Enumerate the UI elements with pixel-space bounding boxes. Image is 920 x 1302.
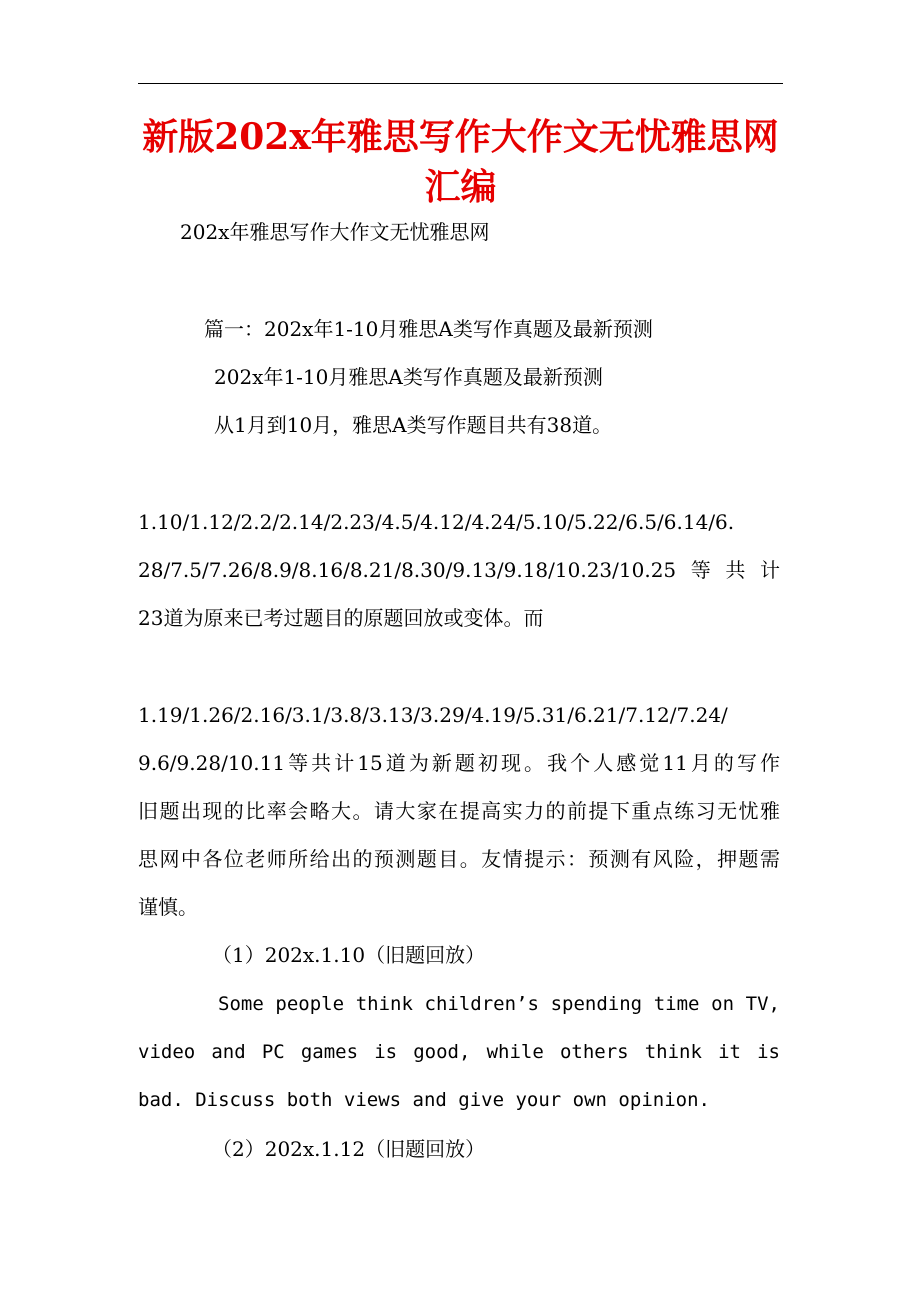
dates-para-2-line: 1.19/1.26/2.16/3.1/3.8/3.13/3.29/4.19/5.31/6.21/7.12/7.24/ — [138, 703, 728, 727]
intro-line: 从1月到10月，雅思A类写作题目共有38道。 — [214, 413, 613, 437]
dates-para-2-line: 思网中各位老师所给出的预测题目。友情提示：预测有风险，押题需 — [138, 847, 780, 871]
item-1-question-text: Some people think children’s spending time on TV, video and PC games is good, while others think it is bad. Discuss both views and give your own opinion. — [138, 993, 780, 1111]
dates-para-2-line: 9.6/9.28/10.11等共计15道为新题初现。我个人感觉11月的写作 — [138, 751, 780, 775]
dates-para-1-line: 28/7.5/7.26/8.9/8.16/8.21/8.30/9.13/9.18/10.23/10.25等共计 — [138, 558, 780, 582]
item-1-label: （1）202x.1.10（旧题回放） — [212, 943, 486, 967]
dates-para-2-line: 旧题出现的比率会略大。请大家在提高实力的前提下重点练习无忧雅 — [138, 799, 780, 823]
header-rule — [138, 83, 783, 84]
item-2-label: （2）202x.1.12（旧题回放） — [212, 1137, 486, 1161]
section-subheading: 202x年1-10月雅思A类写作真题及最新预测 — [214, 365, 603, 389]
dates-para-1-line: 23道为原来已考过题目的原题回放或变体。而 — [138, 606, 544, 630]
section-heading: 篇一：202x年1-10月雅思A类写作真题及最新预测 — [204, 317, 653, 341]
document-title: 新版202x年雅思写作大作文无忧雅思网汇编 — [142, 116, 779, 208]
document-subtitle: 202x年雅思写作大作文无忧雅思网 — [180, 220, 490, 244]
item-1-question — [138, 980, 780, 1124]
dates-para-1-line: 1.10/1.12/2.2/2.14/2.23/4.5/4.12/4.24/5.10/5.22/6.5/6.14/6. — [138, 510, 735, 534]
dates-para-2-line: 谨慎。 — [138, 895, 198, 919]
